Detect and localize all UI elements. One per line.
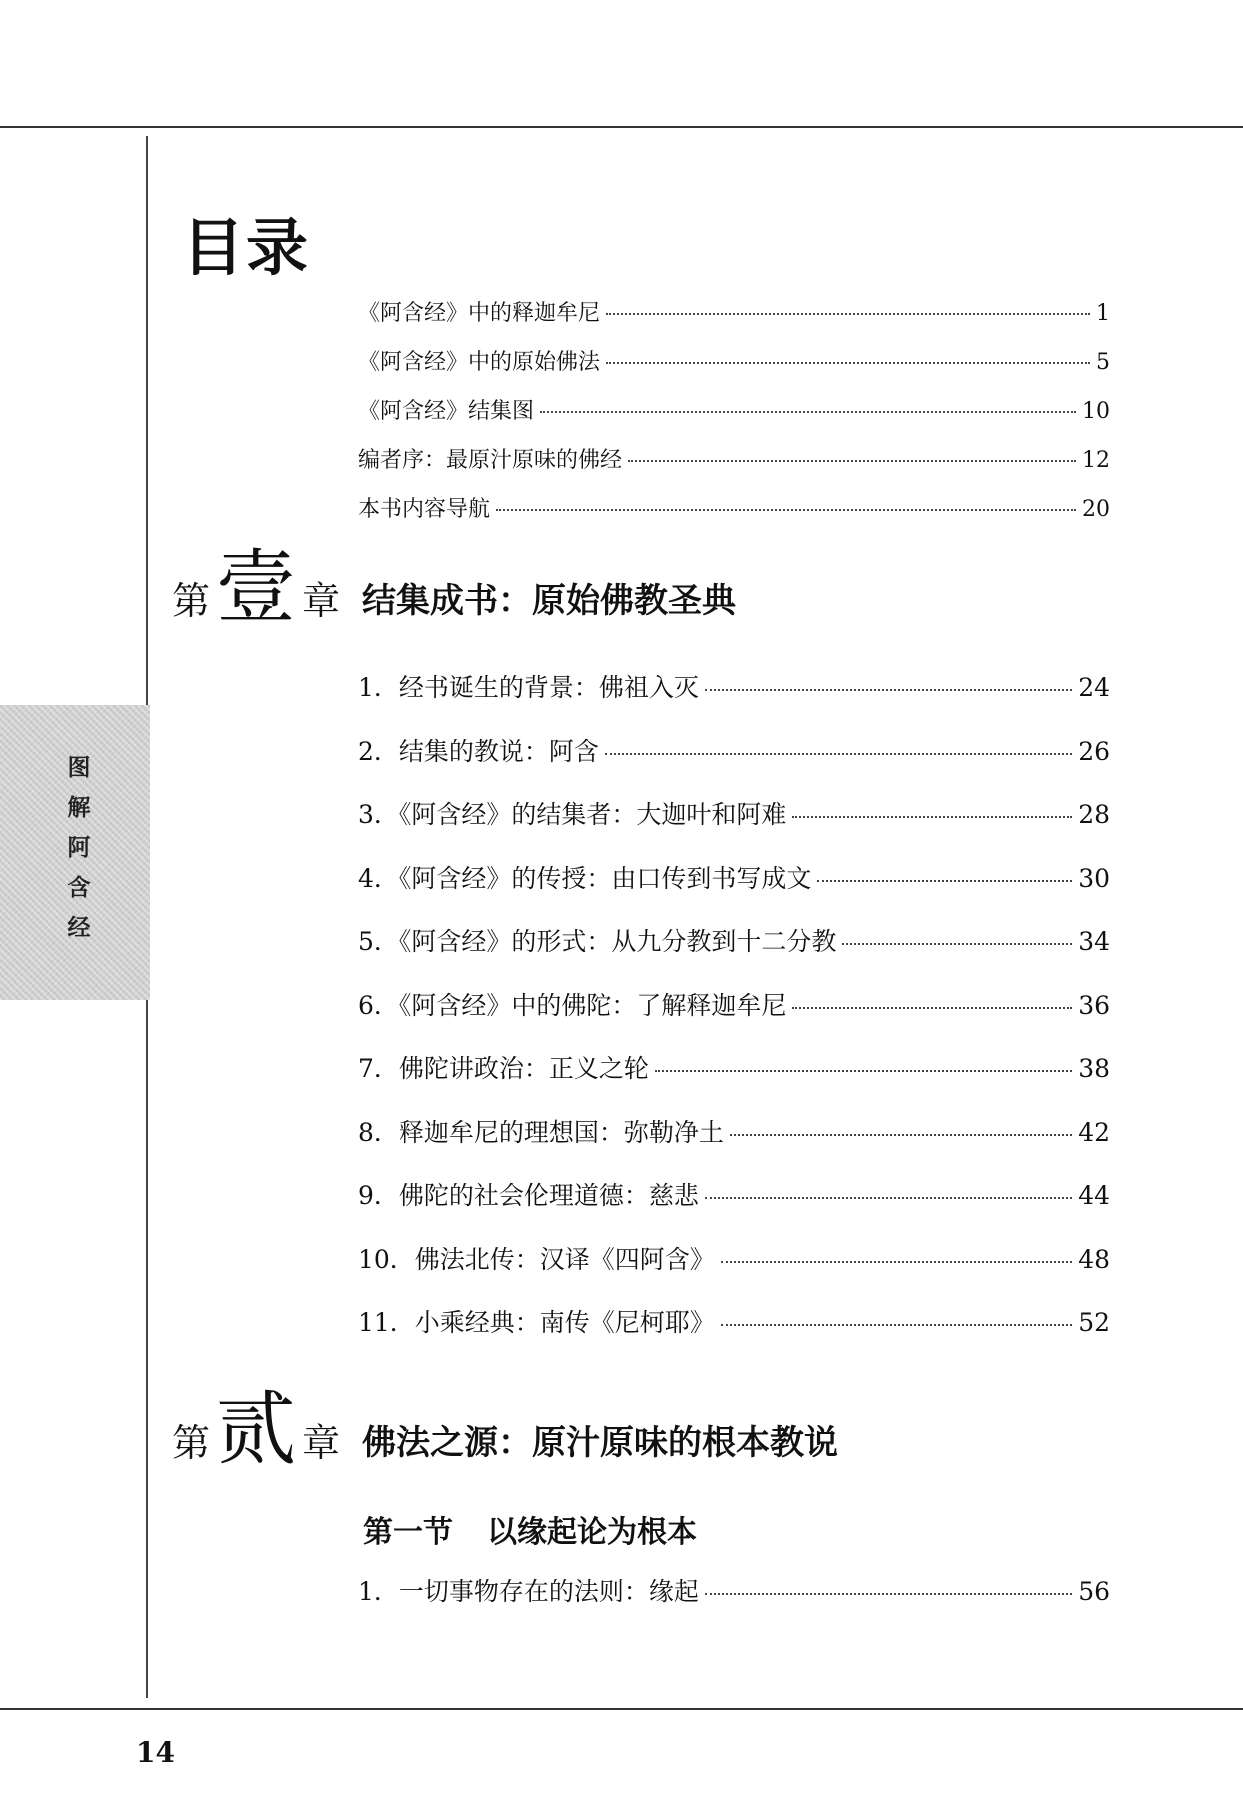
toc-entry[interactable] [358,394,1110,443]
toc-entry-page: 48 [1078,1244,1110,1274]
dot-leader [655,1070,1072,1072]
toc-entry-page: 24 [1078,673,1110,702]
toc-entry[interactable] [358,1176,1110,1240]
toc-entry[interactable] [358,1240,1110,1304]
dot-leader [606,313,1090,315]
toc-entry-page: 36 [1078,990,1110,1020]
chapter-1-entries [358,668,1110,1367]
chapter-numeral: 壹 [216,541,297,634]
chapter-2-header [172,1383,838,1476]
toc-entry[interactable] [358,1049,1110,1113]
toc-entry-page: 28 [1078,800,1110,829]
dot-leader [721,1261,1072,1263]
toc-entry-title: 11．小乘经典：南传《尼柯耶》 [358,1308,715,1337]
chapter-2-entries [358,1572,1110,1636]
dot-leader [792,1007,1072,1009]
toc-entry[interactable] [358,1572,1110,1636]
chapter-title[interactable]: 结集成书：原始佛教圣典 [362,581,736,621]
section-title[interactable] [363,1507,697,1551]
toc-entry-page: 12 [1082,448,1110,473]
dot-leader [817,880,1072,882]
dot-leader [705,689,1072,691]
toc-entry-title: 1．一切事物存在的法则：缘起 [358,1577,699,1606]
toc-entry[interactable] [358,296,1110,345]
toc-entry-title: 4．《阿含经》的传授：由口传到书写成文 [358,863,812,893]
toc-entry-page: 56 [1078,1577,1110,1606]
toc-entry[interactable] [358,345,1110,394]
side-tab-char: 阿 [67,835,91,861]
chapter-title[interactable]: 佛法之源：原汁原味的根本教说 [362,1423,838,1463]
chapter-suffix: 章 [302,579,341,623]
side-tab-label [64,748,94,948]
toc-entry-title: 编者序：最原汁原味的佛经 [358,448,623,473]
dot-leader [721,1324,1072,1326]
front-matter-list [358,296,1110,541]
toc-entry-page: 5 [1096,350,1110,375]
toc-entry[interactable] [358,668,1110,732]
toc-entry-page: 30 [1078,863,1110,893]
section-name: 以缘起论为根本 [487,1515,697,1550]
toc-entry-page: 42 [1078,1117,1110,1147]
section-label: 第一节 [363,1515,453,1550]
dot-leader [842,943,1072,945]
page-title: 目录 [182,211,311,284]
toc-entry-page: 38 [1078,1054,1110,1083]
side-tab-char: 经 [67,915,91,941]
dot-leader [605,753,1072,755]
toc-entry-title: 《阿含经》中的原始佛法 [358,350,601,375]
toc-entry-title: 6．《阿含经》中的佛陀：了解释迦牟尼 [358,990,787,1020]
toc-entry-title: 1．经书诞生的背景：佛祖入灭 [358,673,699,702]
toc-entry-page: 44 [1078,1181,1110,1210]
toc-entry[interactable] [358,1303,1110,1367]
chapter-prefix: 第 [172,579,211,623]
bottom-rule [0,1708,1243,1710]
dot-leader [540,411,1076,413]
toc-entry-page: 26 [1078,736,1110,766]
page-number: 14 [136,1736,175,1769]
toc-entry[interactable] [358,986,1110,1050]
toc-entry-title: 本书内容导航 [358,497,491,522]
toc-entry-title: 2．结集的教说：阿含 [358,736,599,766]
toc-entry-title: 7．佛陀讲政治：正义之轮 [358,1054,649,1083]
toc-entry-title: 3．《阿含经》的结集者：大迦叶和阿难 [358,800,787,829]
chapter-numeral: 贰 [216,1383,297,1476]
toc-entry-page: 34 [1078,927,1110,956]
toc-entry[interactable] [358,1113,1110,1177]
toc-entry[interactable] [358,922,1110,986]
side-tab-char: 解 [67,795,91,821]
dot-leader [792,816,1072,818]
toc-entry-title: 《阿含经》结集图 [358,399,535,424]
toc-entry[interactable] [358,859,1110,923]
toc-entry[interactable] [358,795,1110,859]
side-tab-char: 图 [67,755,91,781]
toc-entry[interactable] [358,443,1110,492]
dot-leader [705,1593,1072,1595]
toc-entry-page: 20 [1082,497,1110,522]
dot-leader [705,1197,1072,1199]
dot-leader [606,362,1090,364]
chapter-suffix: 章 [302,1421,341,1465]
dot-leader [730,1134,1072,1136]
toc-entry-page: 10 [1082,399,1110,424]
chapter-prefix: 第 [172,1421,211,1465]
toc-entry-page: 1 [1096,301,1110,326]
chapter-1-header [172,541,736,634]
toc-entry[interactable] [358,492,1110,541]
toc-entry-title: 10．佛法北传：汉译《四阿含》 [358,1244,715,1274]
side-tab-char: 含 [67,875,91,901]
toc-entry-title: 《阿含经》中的释迦牟尼 [358,301,601,326]
dot-leader [628,460,1076,462]
toc-entry-title: 8．释迦牟尼的理想国：弥勒净土 [358,1117,724,1147]
toc-entry-title: 9．佛陀的社会伦理道德：慈悲 [358,1181,699,1210]
toc-entry-page: 52 [1078,1308,1110,1337]
dot-leader [496,509,1076,511]
toc-entry[interactable] [358,732,1110,796]
toc-entry-title: 5．《阿含经》的形式：从九分教到十二分教 [358,927,837,956]
top-rule [0,126,1243,128]
